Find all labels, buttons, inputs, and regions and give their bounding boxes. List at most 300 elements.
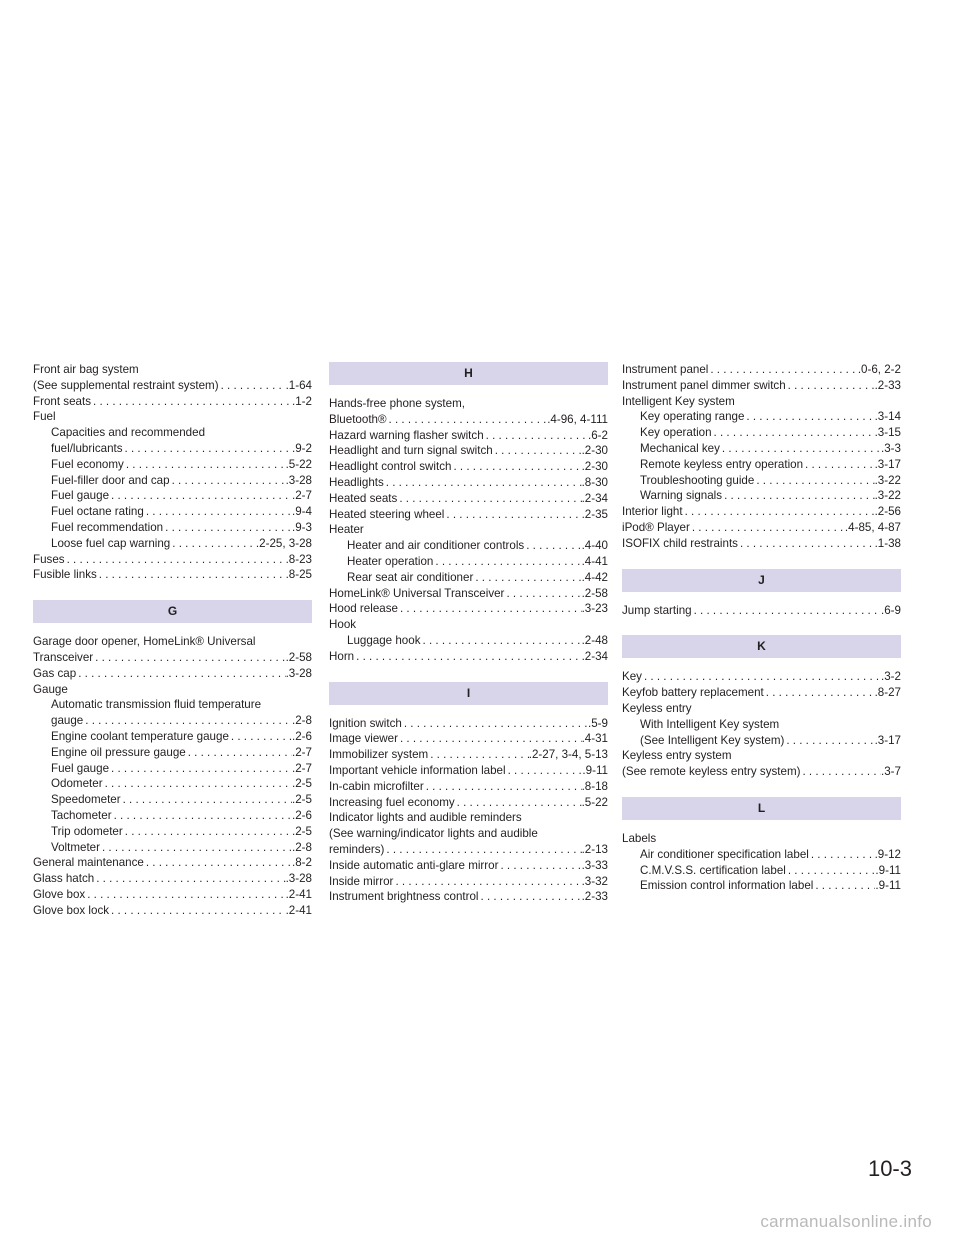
index-entry-page: .8-25	[285, 568, 312, 582]
index-entry-text: Image viewer	[329, 732, 398, 746]
index-entry-text: Keyfob battery replacement	[622, 686, 764, 700]
index-entry-page: .8-2	[292, 856, 312, 870]
index-entry	[329, 747, 608, 763]
index-entry-page: .2-8	[292, 714, 312, 728]
dot-leader	[144, 504, 292, 520]
dot-leader	[708, 362, 857, 378]
dot-leader	[690, 520, 845, 536]
index-entry	[33, 378, 312, 394]
index-entry	[33, 713, 312, 729]
index-entry-text: HomeLink® Universal Transceiver	[329, 586, 505, 600]
dot-leader	[186, 745, 292, 761]
dot-leader	[433, 554, 581, 570]
index-entry	[329, 491, 608, 507]
index-entry-page: .9-11	[582, 763, 608, 777]
index-entry-page: .5-9	[588, 716, 608, 730]
index-entry-page: .4-41	[581, 554, 608, 568]
index-entry	[622, 394, 901, 410]
dot-leader	[83, 713, 292, 729]
index-entry-page: .6-9	[881, 603, 901, 617]
index-entry-page: .2-56	[874, 505, 901, 519]
section-header-j: J	[622, 569, 901, 592]
index-entry	[329, 842, 608, 858]
index-entry-page: .4-42	[581, 570, 608, 584]
dot-leader	[402, 716, 588, 732]
index-entry-page: .4-40	[581, 539, 608, 553]
dot-leader	[91, 394, 292, 410]
index-entry-text: Fusible links	[33, 568, 97, 582]
index-entry	[622, 441, 901, 457]
index-entry	[329, 795, 608, 811]
dot-leader	[398, 731, 582, 747]
index-entry-text: General maintenance	[33, 856, 144, 870]
index-entry	[329, 731, 608, 747]
index-entry-page: .2-30	[581, 460, 608, 474]
index-entry-text: Headlight and turn signal switch	[329, 444, 493, 458]
index-entry	[33, 745, 312, 761]
index-entry	[329, 633, 608, 649]
index-entry-text: Interior light	[622, 505, 683, 519]
index-entry-text: With Intelligent Key system	[640, 717, 780, 731]
index-entry-text: Heater and air conditioner controls	[347, 539, 525, 553]
dot-leader	[397, 491, 581, 507]
index-entry	[622, 536, 901, 552]
dot-leader	[421, 633, 582, 649]
index-entry-text: Automatic transmission fluid temperature	[51, 698, 262, 712]
index-entry-page: .2-7	[292, 761, 312, 775]
index-entry	[33, 840, 312, 856]
index-entry	[33, 666, 312, 682]
index-entry-text: Jump starting	[622, 603, 692, 617]
section-header-h: H	[329, 362, 608, 385]
index-entry-page: .6-2	[588, 428, 608, 442]
dot-leader	[100, 840, 292, 856]
index-entry	[329, 810, 608, 826]
index-entry-text: Hazard warning flasher switch	[329, 428, 484, 442]
dot-leader	[524, 538, 581, 554]
index-entry-page: .9-2	[292, 441, 312, 455]
dot-leader	[722, 488, 875, 504]
index-entry-text: Fuel octane rating	[51, 505, 144, 519]
dot-leader	[124, 457, 286, 473]
dot-leader	[504, 586, 581, 602]
index-entry-page: .3-17	[874, 733, 901, 747]
index-entry	[329, 826, 608, 842]
index-entry	[329, 459, 608, 475]
index-entry-text: (See Intelligent Key system)	[640, 733, 785, 747]
dot-leader	[121, 792, 292, 808]
index-entry-text: Inside automatic anti-glare mirror	[329, 858, 499, 872]
dot-leader	[229, 729, 292, 745]
dot-leader	[738, 536, 875, 552]
index-entry-page: .2-27, 3-4, 5-13	[528, 748, 608, 762]
index-entry	[622, 520, 901, 536]
index-entry-page: .9-11	[875, 863, 901, 877]
index-entry	[329, 649, 608, 665]
index-entry	[33, 409, 312, 425]
dot-leader	[398, 601, 582, 617]
dot-leader	[479, 889, 582, 905]
index-entry	[33, 761, 312, 777]
index-entry-page: .2-41	[285, 903, 312, 917]
index-entry	[622, 457, 901, 473]
index-entry	[622, 504, 901, 520]
dot-leader	[484, 428, 588, 444]
dot-leader	[473, 570, 581, 586]
index-entry	[329, 617, 608, 633]
index-entry-text: gauge	[51, 714, 84, 728]
index-entry-text: Odometer	[51, 777, 103, 791]
index-entry-text: Transceiver	[33, 650, 94, 664]
dot-leader	[109, 761, 292, 777]
dot-leader	[85, 887, 285, 903]
dot-leader	[800, 764, 881, 780]
index-entry-page: .2-48	[581, 633, 608, 647]
index-entry	[33, 552, 312, 568]
index-entry-text: (See supplemental restraint system)	[33, 378, 219, 392]
dot-leader	[642, 669, 881, 685]
index-entry	[622, 748, 901, 764]
index-entry-page: .2-33	[581, 890, 608, 904]
index-entry-page: .2-7	[292, 745, 312, 759]
index-entry	[622, 733, 901, 749]
dot-leader	[424, 779, 582, 795]
index-entry-text: Engine coolant temperature gauge	[51, 729, 229, 743]
index-entry-page: .2-41	[285, 887, 312, 901]
index-entry-text: Speedometer	[51, 793, 121, 807]
dot-leader	[493, 443, 582, 459]
index-entry	[33, 362, 312, 378]
index-entry-page: .9-4	[292, 505, 312, 519]
index-entry-text: Tachometer	[51, 808, 112, 822]
index-entry-text: Heated seats	[329, 491, 398, 505]
index-entry-text: iPod® Player	[622, 520, 690, 534]
index-entry-text: Immobilizer system	[329, 748, 429, 762]
index-entry	[622, 717, 901, 733]
index-entry	[622, 669, 901, 685]
index-entry	[33, 394, 312, 410]
index-entry-page: .3-28	[285, 872, 312, 886]
index-entry-page: .3-23	[581, 602, 608, 616]
index-entry-page: .3-22	[874, 473, 901, 487]
index-entry	[33, 536, 312, 552]
index-entry-page: .3-7	[881, 765, 901, 779]
dot-leader	[712, 425, 875, 441]
index-entry-text: Mechanical key	[640, 441, 720, 455]
index-entry-text: Heated steering wheel	[329, 507, 445, 521]
dot-leader	[170, 536, 256, 552]
index-entry	[622, 847, 901, 863]
index-entry	[622, 473, 901, 489]
index-entry-page: .2-33	[874, 378, 901, 392]
index-entry-page: .3-14	[874, 410, 901, 424]
index-entry	[622, 878, 901, 894]
index-entry-page: .2-5	[292, 777, 312, 791]
index-entry	[33, 488, 312, 504]
index-entry-text: Front air bag system	[33, 363, 139, 376]
index-entry-page: .2-25, 3-28	[255, 536, 312, 550]
dot-leader	[393, 874, 581, 890]
index-entry	[329, 522, 608, 538]
index-entry-page: .2-6	[292, 808, 312, 822]
index-entry	[622, 488, 901, 504]
index-entry	[33, 520, 312, 536]
dot-leader	[94, 871, 285, 887]
dot-leader	[444, 507, 581, 523]
index-entry	[329, 554, 608, 570]
index-entry-page: .9-11	[875, 879, 901, 893]
section-header-l: L	[622, 797, 901, 820]
index-entry-text: Fuel gauge	[51, 761, 110, 775]
index-entry-text: Key operating range	[640, 410, 745, 424]
index-entry-text: (See warning/indicator lights and audible	[329, 827, 538, 841]
index-column-2	[329, 362, 608, 905]
index-entry-text: Instrument brightness control	[329, 890, 479, 904]
dot-leader	[784, 733, 874, 749]
index-entry-text: Bluetooth®	[329, 412, 387, 426]
index-entry-page: .4-96, 4-111	[547, 412, 608, 426]
index-entry-text: Important vehicle information label	[329, 763, 506, 777]
index-entry-text: Hands-free phone system,	[329, 397, 465, 410]
index-entry	[622, 764, 901, 780]
index-entry-text: ISOFIX child restraints	[622, 536, 738, 550]
dot-leader	[786, 378, 875, 394]
index-entry-text: Intelligent Key system	[622, 394, 735, 408]
index-entry	[329, 763, 608, 779]
index-entry-text: Keyless entry system	[622, 749, 732, 763]
index-entry-text: Fuel-filler door and cap	[51, 473, 170, 487]
index-entry-text: Fuses	[33, 552, 65, 566]
index-entry-page: .2-34	[581, 491, 608, 505]
index-entry-page: .8-18	[581, 779, 608, 793]
dot-leader	[692, 603, 881, 619]
index-entry-page: .2-13	[581, 842, 608, 856]
index-entry-page: .8-30	[581, 475, 608, 489]
index-entry-text: Front seats	[33, 394, 91, 408]
index-entry-page: .2-5	[292, 793, 312, 807]
dot-leader	[720, 441, 881, 457]
index-entry-page: .1-2	[292, 394, 312, 408]
dot-leader	[744, 409, 874, 425]
dot-leader	[65, 552, 286, 568]
index-entry	[33, 473, 312, 489]
index-entry-page: .8-23	[285, 552, 312, 566]
index-entry	[622, 362, 901, 378]
index-entry-text: Inside mirror	[329, 874, 394, 888]
index-entry	[33, 792, 312, 808]
index-entry	[329, 428, 608, 444]
index-entry-page: .3-32	[581, 874, 608, 888]
index-entry-text: Luggage hook	[347, 633, 421, 647]
index-entry-text: Ignition switch	[329, 716, 402, 730]
index-entry-text: Instrument panel dimmer switch	[622, 378, 786, 392]
index-entry-text: Hood release	[329, 602, 398, 616]
index-entry-text: Engine oil pressure gauge	[51, 745, 186, 759]
index-entry	[329, 412, 608, 428]
index-entry-text: Fuel	[33, 410, 56, 424]
index-entry	[33, 504, 312, 520]
index-entry-page: .3-3	[881, 441, 901, 455]
section-header-g: G	[33, 600, 312, 623]
index-entry-page: .4-31	[581, 732, 608, 746]
index-entry-text: Increasing fuel economy	[329, 795, 455, 809]
dot-leader	[384, 842, 581, 858]
dot-leader	[144, 855, 292, 871]
index-column-1	[33, 362, 312, 919]
index-entry	[329, 601, 608, 617]
index-entry	[33, 871, 312, 887]
dot-leader	[123, 441, 292, 457]
index-entry	[329, 716, 608, 732]
dot-leader	[109, 488, 292, 504]
index-entry-text: Labels	[622, 831, 657, 845]
index-entry-text: Heater	[329, 523, 364, 537]
dot-leader	[809, 847, 875, 863]
dot-leader	[97, 567, 286, 583]
dot-leader	[219, 378, 286, 394]
index-entry-page: .3-33	[581, 858, 608, 872]
index-entry-text: Glove box	[33, 887, 86, 901]
index-entry-text: In-cabin microfilter	[329, 779, 424, 793]
index-entry-page: .2-5	[292, 824, 312, 838]
index-entry-text: C.M.V.S.S. certification label	[640, 863, 786, 877]
dot-leader	[112, 808, 292, 824]
dot-leader	[163, 520, 292, 536]
index-entry-text: Horn	[329, 649, 355, 663]
index-entry	[33, 567, 312, 583]
index-entry-page: .5-22	[581, 795, 608, 809]
section-header-k: K	[622, 635, 901, 658]
index-entry	[329, 858, 608, 874]
index-entry-page: .2-8	[292, 840, 312, 854]
index-entry-page: .9-12	[874, 847, 901, 861]
index-entry	[622, 863, 901, 879]
index-entry-text: Fuel recommendation	[51, 520, 164, 534]
index-entry-page: .2-7	[292, 489, 312, 503]
index-entry	[329, 396, 608, 412]
index-entry	[329, 538, 608, 554]
dot-leader	[803, 457, 875, 473]
index-entry	[33, 824, 312, 840]
index-entry-text: Fuel economy	[51, 457, 124, 471]
index-entry-text: fuel/lubricants	[51, 441, 123, 455]
dot-leader	[428, 747, 529, 763]
index-entry-page: .2-58	[285, 650, 312, 664]
index-entry-page: .1-38	[874, 536, 901, 550]
index-entry	[33, 697, 312, 713]
dot-leader	[506, 763, 583, 779]
dot-leader	[384, 475, 582, 491]
index-entry-page: .2-35	[581, 507, 608, 521]
index-entry-text: Instrument panel	[622, 363, 709, 376]
index-entry-page: .1-64	[285, 378, 312, 392]
index-entry-text: Voltmeter	[51, 840, 100, 854]
index-entry-text: Heater operation	[347, 554, 434, 568]
index-entry	[33, 650, 312, 666]
index-entry-text: Rear seat air conditioner	[347, 570, 474, 584]
index-entry-text: Fuel gauge	[51, 489, 110, 503]
index-entry-text: Trip odometer	[51, 824, 123, 838]
index-entry	[329, 586, 608, 602]
index-entry	[33, 457, 312, 473]
index-entry-page: .2-58	[581, 586, 608, 600]
index-entry	[329, 475, 608, 491]
index-entry-text: Keyless entry	[622, 701, 692, 715]
index-entry	[33, 425, 312, 441]
index-entry	[329, 779, 608, 795]
dot-leader	[76, 666, 285, 682]
dot-leader	[109, 903, 286, 919]
index-entry	[622, 701, 901, 717]
index-entry-page: .2-34	[581, 649, 608, 663]
index-entry-text: Troubleshooting guide	[640, 473, 755, 487]
watermark-link[interactable]: carmanualsonline.info	[760, 1212, 932, 1231]
index-entry-text: Garage door opener, HomeLink® Universal	[33, 635, 256, 649]
index-entry	[622, 831, 901, 847]
index-entry	[33, 441, 312, 457]
index-entry-page: .8-27	[874, 686, 901, 700]
index-entry-page: .5-22	[285, 457, 312, 471]
index-entry-page: .2-30	[581, 444, 608, 458]
dot-leader	[813, 878, 875, 894]
index-entry	[622, 685, 901, 701]
index-entry	[33, 903, 312, 919]
index-entry-page: .4-85, 4-87	[844, 520, 901, 534]
index-entry-text: Warning signals	[640, 489, 723, 503]
index-entry-text: Loose fuel cap warning	[51, 536, 171, 550]
index-entry	[329, 443, 608, 459]
index-entry-page: .2-6	[292, 729, 312, 743]
index-entry	[622, 378, 901, 394]
index-entry	[33, 808, 312, 824]
index-entry-page: .3-28	[285, 666, 312, 680]
dot-leader	[754, 473, 874, 489]
index-entry-text: Indicator lights and audible reminders	[329, 811, 522, 825]
index-entry-page: .9-3	[292, 520, 312, 534]
index-entry-text: Key	[622, 670, 642, 684]
dot-leader	[683, 504, 875, 520]
dot-leader	[387, 412, 548, 428]
dot-leader	[93, 650, 285, 666]
section-header-i: I	[329, 682, 608, 705]
index-entry-page: .3-28	[285, 473, 312, 487]
dot-leader	[455, 795, 582, 811]
index-entry	[33, 682, 312, 698]
index-entry-text: reminders)	[329, 842, 385, 856]
index-entry	[33, 776, 312, 792]
index-entry-text: (See remote keyless entry system)	[622, 765, 801, 779]
index-entry	[329, 507, 608, 523]
index-entry-text: Headlight control switch	[329, 460, 452, 474]
index-entry-text: Gauge	[33, 682, 68, 696]
dot-leader	[103, 776, 292, 792]
index-entry-text: Emission control information label	[640, 879, 814, 893]
index-entry-text: Headlights	[329, 475, 384, 489]
index-entry	[329, 889, 608, 905]
page-number: 10-3	[867, 1156, 912, 1181]
index-entry-text: Gas cap	[33, 666, 77, 680]
index-entry	[33, 887, 312, 903]
index-entry-text: Air conditioner specification label	[640, 847, 809, 861]
index-entry	[622, 425, 901, 441]
dot-leader	[123, 824, 292, 840]
dot-leader	[764, 685, 875, 701]
index-entry-text: Glass hatch	[33, 872, 95, 886]
index-column-3	[622, 362, 901, 894]
index-entry-page: .3-15	[874, 426, 901, 440]
index-entry-text: Key operation	[640, 426, 712, 440]
index-entry-page: .3-17	[874, 457, 901, 471]
